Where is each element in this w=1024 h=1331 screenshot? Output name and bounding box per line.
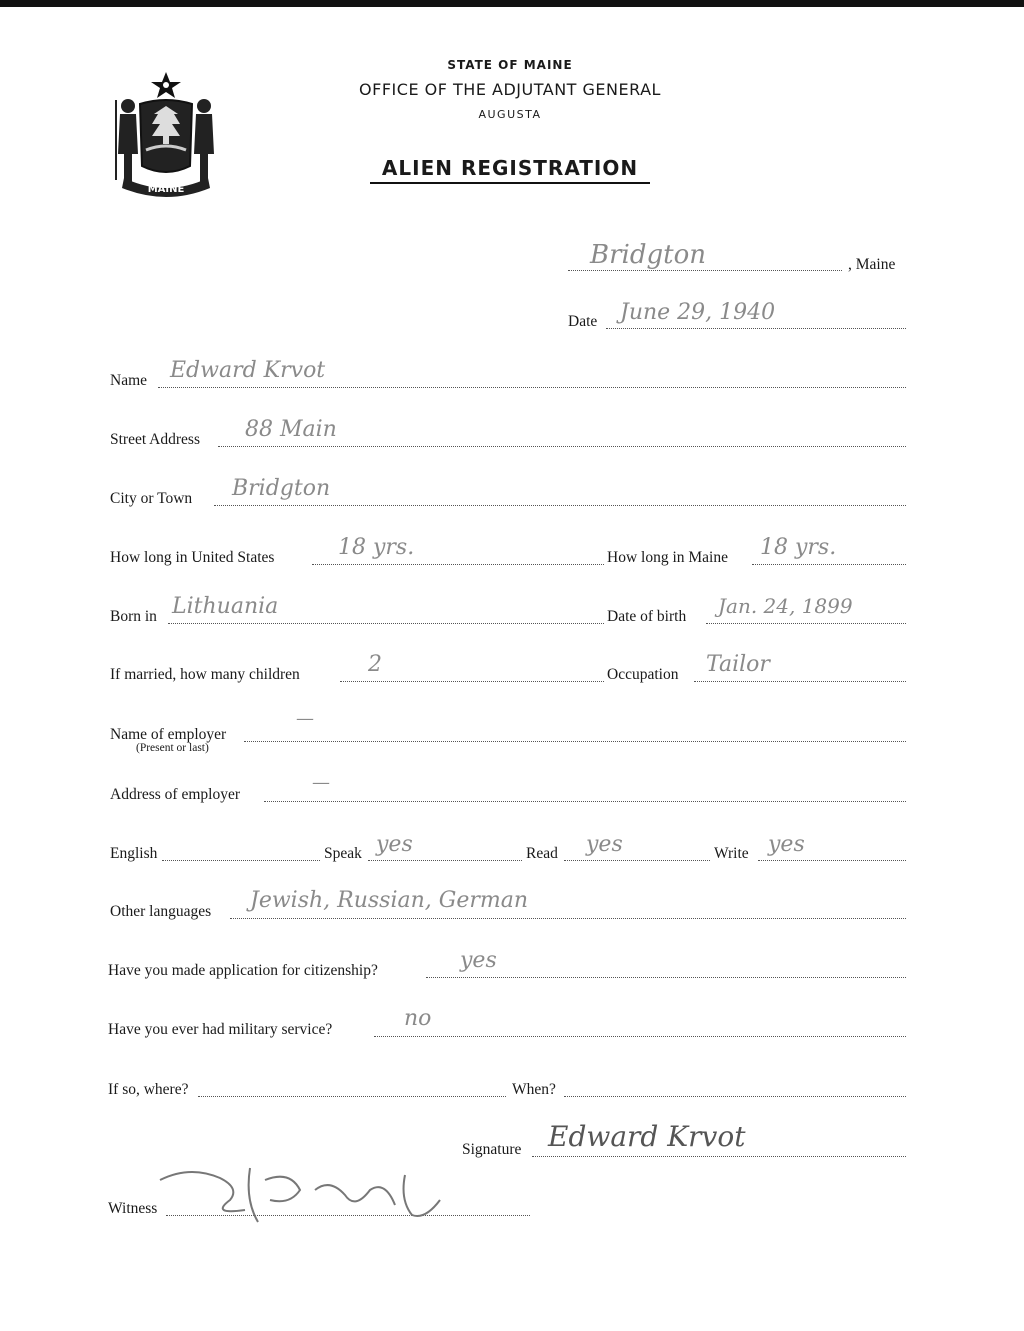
when-line	[564, 1096, 906, 1097]
birth-date-label: Date of birth	[607, 608, 687, 625]
citizenship-value: yes	[460, 948, 497, 973]
birth-date-line	[706, 623, 906, 624]
employer-address-line	[264, 801, 906, 802]
occupation-line	[694, 681, 906, 682]
employer-name-sublabel: (Present or last)	[136, 742, 209, 754]
read-value: yes	[586, 832, 623, 857]
form-title: ALIEN REGISTRATION	[370, 156, 650, 184]
speak-line	[368, 860, 522, 861]
english-label: English	[110, 845, 158, 862]
employer-name-value: —	[296, 708, 314, 729]
state-seal-icon	[110, 70, 222, 198]
when-label: When?	[512, 1081, 556, 1098]
speak-value: yes	[376, 832, 413, 857]
english-line	[162, 860, 320, 861]
town-suffix: , Maine	[848, 256, 896, 273]
other-languages-value: Jewish, Russian, German	[250, 888, 529, 913]
speak-label: Speak	[324, 845, 362, 862]
witness-signature-icon	[150, 1160, 470, 1230]
date-line	[606, 328, 906, 329]
citizenship-line	[426, 977, 906, 978]
date-label: Date	[568, 313, 598, 330]
employer-name-line	[244, 741, 906, 742]
town-line	[568, 270, 842, 271]
military-line	[374, 1036, 906, 1037]
years-us-value: 18 yrs.	[338, 535, 415, 560]
other-languages-label: Other languages	[110, 903, 212, 920]
city-label: City or Town	[110, 490, 193, 507]
children-line	[340, 681, 604, 682]
signature-line	[532, 1156, 906, 1157]
born-in-value: Lithuania	[172, 594, 279, 619]
years-maine-label: How long in Maine	[607, 549, 728, 566]
employer-address-label: Address of employer	[110, 786, 240, 803]
town-value: Bridgton	[590, 240, 706, 270]
header-state: STATE OF MAINE	[447, 58, 573, 72]
signature-label: Signature	[462, 1141, 522, 1158]
children-label: If married, how many children	[110, 666, 300, 683]
employer-address-value: —	[312, 772, 330, 793]
write-label: Write	[714, 845, 749, 862]
name-line	[158, 387, 906, 388]
where-line	[198, 1096, 506, 1097]
write-value: yes	[768, 832, 805, 857]
date-value: June 29, 1940	[620, 300, 776, 325]
street-value: 88 Main	[245, 417, 337, 442]
read-line	[564, 860, 710, 861]
other-languages-line	[230, 918, 906, 919]
occupation-value: Tailor	[706, 652, 770, 677]
signature-value: Edward Krvot	[548, 1120, 746, 1153]
birth-date-value: Jan. 24, 1899	[718, 594, 853, 618]
occupation-label: Occupation	[607, 666, 679, 683]
street-line	[218, 446, 906, 447]
header-office: OFFICE OF THE ADJUTANT GENERAL	[359, 80, 661, 99]
read-label: Read	[526, 845, 558, 862]
military-label: Have you ever had military service?	[108, 1021, 333, 1038]
city-value: Bridgton	[232, 476, 331, 501]
name-value: Edward Krvot	[170, 358, 326, 383]
citizenship-label: Have you made application for citizenship?	[108, 962, 378, 979]
years-us-line	[312, 564, 604, 565]
born-in-label: Born in	[110, 608, 157, 625]
where-label: If so, where?	[108, 1081, 189, 1098]
seal-banner-text: MAINE	[147, 184, 185, 195]
name-label: Name	[110, 372, 148, 389]
born-in-line	[168, 623, 604, 624]
street-label: Street Address	[110, 431, 200, 448]
children-value: 2	[368, 652, 382, 677]
write-line	[758, 860, 906, 861]
military-value: no	[404, 1006, 432, 1031]
witness-label: Witness	[108, 1200, 158, 1217]
years-maine-value: 18 yrs.	[760, 535, 837, 560]
header-city: AUGUSTA	[478, 108, 542, 121]
years-maine-line	[752, 564, 906, 565]
scan-top-border	[0, 0, 1024, 7]
city-line	[214, 505, 906, 506]
employer-name-label: Name of employer	[110, 726, 227, 743]
years-us-label: How long in United States	[110, 549, 275, 566]
